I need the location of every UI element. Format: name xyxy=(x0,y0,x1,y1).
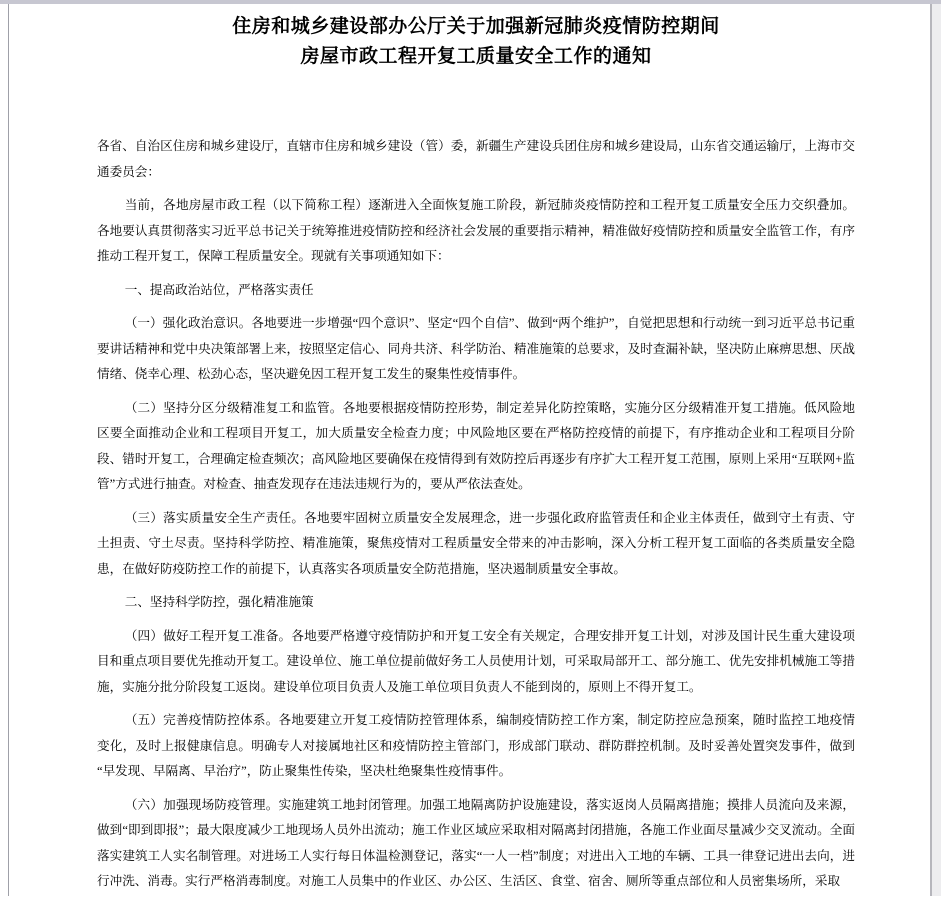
document-title xyxy=(97,12,855,72)
page-right-margin xyxy=(932,4,941,896)
section-2-heading: 二、坚持科学防控，强化精准施策 xyxy=(124,595,314,609)
page-left-edge xyxy=(8,4,9,896)
salutation: 各省、自治区住房和城乡建设厅，直辖市住房和城乡建设（管）委，新疆生产建设兵团住房和城乡建设局，山东省交通运输厅，上海市交通委员会： xyxy=(97,139,855,179)
page-right-edge xyxy=(930,4,932,896)
document-body xyxy=(97,0,855,903)
intro-paragraph: 当前，各地房屋市政工程（以下简称工程）逐渐进入全面恢复施工阶段，新冠肺炎疫情防控和工程开复工质量安全压力交织叠加。各地要认真贯彻落实习近平总书记关于统筹推进疫情防控和经济社会发展的重要指示精神，精准做好疫情防控和质量安全监管工作，有序推动工程开复工，保障工程质量安全。现就有关事项通知如下： xyxy=(97,198,855,263)
title-line-2: 房屋市政工程开复工质量安全工作的通知 xyxy=(300,46,652,67)
section-1-heading: 一、提高政治站位，严格落实责任 xyxy=(124,282,314,297)
title-line-1: 住房和城乡建设部办公厅关于加强新冠肺炎疫情防控期间 xyxy=(232,16,720,37)
section-1-paragraph-3: （三）落实质量安全生产责任。各地要牢固树立质量安全发展理念，进一步强化政府监管责任和企业主体责任，做到守土有责、守土担责、守土尽责。坚持科学防控、精准施策，聚焦疫情对工程质量安全带来的冲击影响，深入分析工程开复工面临的各类质量安全隐患，在做好防疫防控工作的前提下，认真落实各项质量安全防范措施，坚决遏制质量安全事故。 xyxy=(97,510,855,576)
section-2-paragraph-1: （四）做好工程开复工准备。各地要严格遵守疫情防护和开复工安全有关规定，合理安排开复工计划，对涉及国计民生重大建设项目和重点项目要优先推动开复工。建设单位、施工单位提前做好务工人员使用计划，可采取局部开工、部分施工、优先安排机械施工等措施，实施分批分阶段复工返岗。建设单位项目负责人及施工单位项目负责人不能到岗的，原则上不得开复工。 xyxy=(97,628,855,694)
section-1-paragraph-1: （一）强化政治意识。各地要进一步增强“四个意识”、坚定“四个自信”、做到“两个维护”，自觉把思想和行动统一到习近平总书记重要讲话精神和党中央决策部署上来，按照坚定信心、同舟共济、科学防治、精准施策的总要求，及时查漏补缺，坚决防止麻痹思想、厌战情绪、侥幸心理、松劲心态，坚决避免因工程开复工发生的聚集性疫情事件。 xyxy=(97,316,855,381)
section-2-paragraph-3: （六）加强现场防疫管理。实施建筑工地封闭管理。加强工地隔离防护设施建设，落实返岗人员隔离措施；摸排人员流向及来源，做到“即到即报”；最大限度减少工地现场人员外出流动；施工作业区域应采取相对隔离封闭措施，各施工作业面尽量减少交叉流动。全面落实建筑工人实名制管理。对进场工人实行每日体温检测登记，落实“一人一档”制度；对进出入工地的车辆、工具一律登记进出去向，进行冲洗、消毒。实行严格消毒制度。对施工人员集中的作业区、办公区、生活区、食堂、宿舍、厕所等重点部位和人员密集场所，采取 xyxy=(97,797,855,888)
section-1-paragraph-2: （二）坚持分区分级精准复工和监管。各地要根据疫情防控形势，制定差异化防控策略，实施分区分级精准开复工措施。低风险地区要全面推动企业和工程项目开复工，加大质量安全检查力度；中风险地区要在严格防控疫情的前提下，有序推动企业和工程项目分阶段、错时开复工，合理确定检查频次；高风险地区要确保在疫情得到有效防控后再逐步有序扩大工程开复工范围，原则上采用“互联网+监管”方式进行抽查。对检查、抽查发现存在违法违规行为的，要从严依法查处。 xyxy=(97,400,855,491)
section-2-paragraph-2: （五）完善疫情防控体系。各地要建立开复工疫情防控管理体系，编制疫情防控工作方案，制定防控应急预案，随时监控工地疫情变化，及时上报健康信息。明确专人对接属地社区和疫情防控主管部门，形成部门联动、群防群控机制。及时妥善处置突发事件，做到“早发现、早隔离、早治疗”，防止聚集性传染，坚决杜绝聚集性疫情事件。 xyxy=(97,713,855,778)
